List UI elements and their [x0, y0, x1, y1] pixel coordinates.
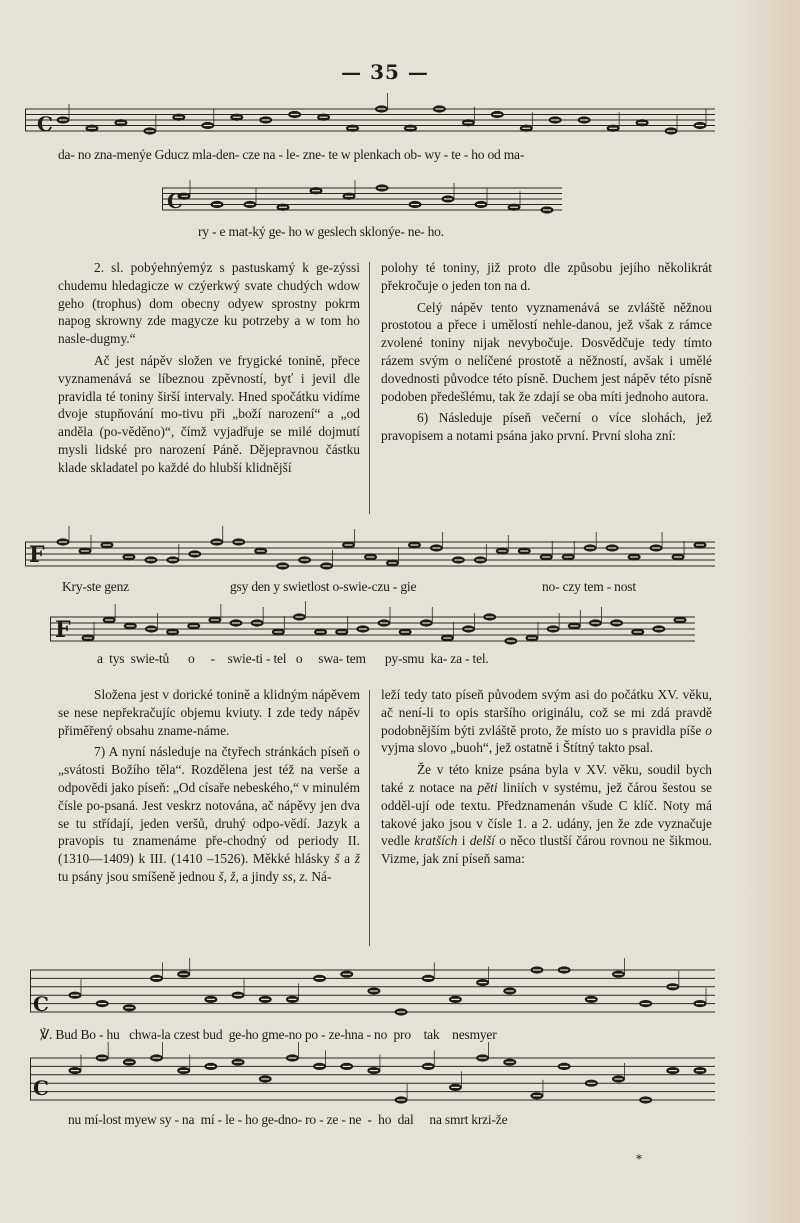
music-staff-1a: [25, 107, 715, 137]
paragraph: Složena jest v dorické tonině a klidným nápěvem se nese nepřekračujíc objemu kviuty. I zde tedy nápěv přiměřený obsahu zname-náme.: [58, 687, 360, 738]
lyrics-line: Kry-ste genz: [62, 579, 129, 594]
text-run: liniích v systému, jež čárou šestou se odděl-ují ode textu. Předznamenán všude C klíč. Noty má takové jako jsou v čísle 1. a 2. udány, jen že zde vyznačuje vedle: [381, 779, 712, 849]
text-run: Že v této knize psána byla v XV. věku, soudil bych také z notace na: [381, 762, 712, 795]
column-divider: [369, 262, 370, 514]
paragraph: Celý nápěv tento vyznamenává se zvláště něžnou prostotou a přece i umělostí nehle-danou, jež však z rámce zvolené toniny nijak nevybočuje. Dosvědčuje tedy tímto rázem svým o nelíčené prostotě a něžností, avšak i umělé dovednosti původce této písně. Duchem jest nápěv této písně podoben předešlému, tak že zdají se oba míti jednoho autora.: [381, 299, 712, 404]
music-staff-3b: [30, 1056, 715, 1106]
c-clef-icon: C: [167, 189, 183, 213]
text-run: vyjma slovo „buoh“, jež ostatně i Štítný takto psal.: [381, 740, 654, 756]
paragraph: [58, 743, 360, 885]
text-run: kratších: [414, 833, 458, 849]
staff-lines: [25, 540, 715, 570]
right-column-1: [381, 259, 712, 445]
page-number: — 35 —: [341, 60, 429, 84]
left-column-1: [58, 259, 360, 477]
lyrics-line: no- czy tem - nost: [542, 579, 636, 594]
music-staff-3a: [30, 968, 715, 1018]
c-clef-icon: C: [37, 112, 53, 136]
staff-lines: [162, 186, 562, 216]
text-run: o: [705, 722, 712, 738]
page-edge-shading: [740, 0, 800, 1223]
text-run: š, ž,: [218, 868, 239, 884]
f-clef-icon: F: [55, 617, 71, 643]
paragraph: 6) Následuje píseň večerní o více slohách, jež pravopisem a notami psána jako první. První sloha zní:: [381, 410, 712, 444]
text-run: ss, z.: [282, 868, 309, 884]
text-run: i: [461, 833, 466, 849]
c-clef-icon: C: [33, 992, 49, 1016]
paragraph: [381, 761, 712, 868]
c-clef-icon: C: [33, 1076, 49, 1100]
paragraph: polohy té toniny, již proto dle způsobu jejího několikrát překročuje o jeden ton na d.: [381, 260, 712, 293]
music-staff-2a: [25, 540, 715, 570]
text-run: ž: [354, 851, 360, 867]
right-column-2: [381, 686, 712, 868]
text-run: š: [334, 851, 340, 867]
text-run: delší: [469, 833, 496, 849]
text-run: a jindy: [242, 868, 279, 884]
lyrics-line: ry - e mat-ký ge- ho w geslech sklonýe- ne- ho.: [198, 224, 444, 239]
text-run: leží tedy tato píseň původem svým asi do počátku XV. věku, ač není-li to opis staršího originálu, což se mi zdá pravdě podobnějším býti zvláště proto, že místo uo s pravidla píše: [381, 687, 712, 738]
staff-lines: [25, 107, 715, 137]
paragraph: 2. sl. pobýehnýemýz s pastuskamý k ge-zýssi chudemu hledagicze w czýerkwý svate chudých wdow geho (trophus) dom obecny odyew sprostny pokrm napog skrowny zde magycze ku potrzeby a w tom ho nasle-dugmy.“: [58, 260, 360, 347]
column-divider: [369, 690, 370, 946]
music-staff-1b: [162, 186, 562, 216]
text-run: pěti: [477, 779, 498, 795]
staff-lines: [30, 968, 715, 1018]
lyrics-line: a tys swie-tů o - swie-ti - tel o swa- tem py-smu ka- za - tel.: [97, 651, 489, 666]
lyrics-line: nu mí-lost myew sy - na mí - le - ho ge-dno- ro - ze - ne - ho dal na smrt krzi-že: [68, 1112, 508, 1127]
signature-mark: *: [636, 1152, 642, 1166]
text-run: Ná-: [311, 868, 332, 884]
staff-lines: [30, 1056, 715, 1106]
f-clef-icon: F: [29, 542, 45, 568]
lyrics-line: ℣. Bud Bo - hu chwa-la czest bud ge-ho gme-no po - ze-hna - no pro tak nesmyer: [40, 1027, 497, 1042]
lyrics-line: da- no zna-menýe Gducz mla-den- cze na - le- zne- te w plenkach ob- wy - te - ho od ma-: [58, 147, 525, 162]
paragraph: Ač jest nápěv složen ve frygické tonině, přece vyznamenává se líbeznou zpěvností, byť i jevil dle pravidla té toniny širší intervaly. Hned spočátku vidíme dvoje stupňování mo-tivu při „boží narození“ a „od anděla (po-věděno)“, čímž vyjadřuje se milé dojmutí mysli lidské pro narození Páně. Dějepravnou částku klade skladatel po každé do hlubší klidnější: [58, 352, 360, 475]
paragraph: [381, 686, 712, 757]
left-column-2: [58, 686, 360, 886]
lyrics-line: gsy den y swietlost o-swie-czu - gie: [230, 579, 417, 594]
text-run: a: [344, 851, 351, 867]
text-run: 7) A nyní následuje na čtyřech stránkách píseň o „svátosti Božího těla“. Rozdělena jest též na verše a odpovědi jako píseň: „Od císaře nebeského,“ v minulém čísle po-psaná. Jest veskrz notována, ač nápěvy jen dva se tu střídají, jeden veršů, druhý odpo-vědí. Jazyk a pravopis tu znamenáme pře-chodný od periody II. (1310—1409) k III. (1410 –1526). Měkké hlásky: [58, 744, 360, 867]
text-run: o něco tlustší čárou rovnou ne šikmou. Vizme, jak zní píseň sama:: [381, 833, 712, 867]
staff-lines: [50, 615, 695, 645]
text-run: tu psány jsou smíšeně jednou: [58, 868, 215, 884]
music-staff-2b: [50, 615, 695, 645]
